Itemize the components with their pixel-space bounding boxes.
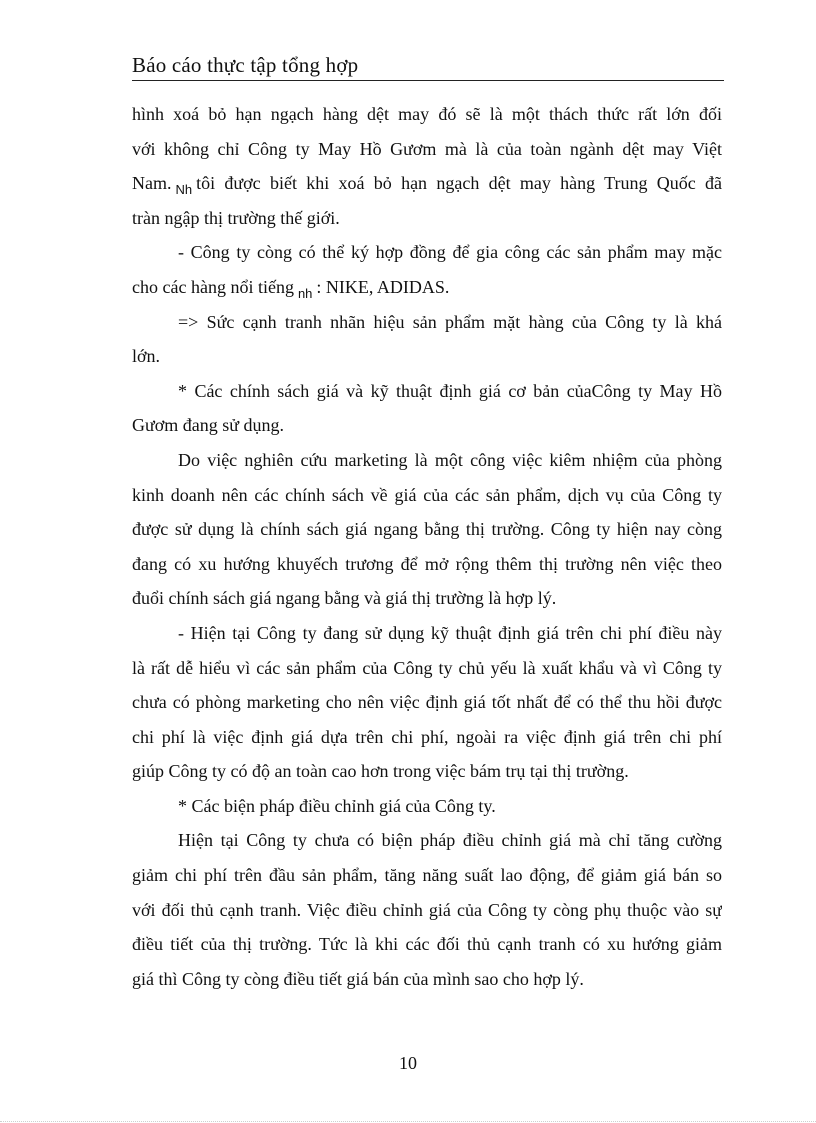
paragraph-1	[132, 97, 722, 235]
text-line: đuổi chính sách giá ngang bằng và giá thị trường là hợp lý.	[132, 588, 557, 609]
text-line: - Công ty còng có thể ký hợp đồng để gia công các sản phẩm may mặc	[178, 242, 722, 263]
text-line: điều tiết của thị trường. Tức là khi các đối thủ cạnh tranh có xu hướng giảm	[132, 934, 722, 955]
text-line: chi phí là việc định giá dựa trên chi phí, ngoài ra việc định giá trên chi phí	[132, 726, 722, 747]
text-line: tràn ngập thị trường thế giới.	[132, 207, 340, 228]
text-line	[132, 270, 722, 305]
text-line: kinh doanh nên các chính sách về giá của các sản phẩm, dịch vụ của Công ty	[132, 484, 722, 505]
text-line: - Hiện tại Công ty đang sử dụng kỹ thuật định giá trên chi phí điều này	[178, 622, 722, 643]
text-line: => Sức cạnh tranh nhãn hiệu sản phẩm mặt hàng của Công ty là khá	[178, 311, 722, 332]
page-header	[132, 50, 724, 81]
paragraph-6	[132, 616, 722, 789]
text-fragment: : NIKE, ADIDAS.	[316, 276, 450, 297]
text-line: giúp Công ty có độ an toàn cao hơn trong việc bám trụ tại thị trường.	[132, 761, 629, 782]
abbreviation-mark: Nh	[175, 182, 193, 198]
document-body	[132, 97, 722, 996]
text-line: * Các biện pháp điều chỉnh giá của Công ty.	[178, 795, 496, 816]
paragraph-5	[132, 443, 722, 616]
text-fragment: cho các hàng nổi tiếng	[132, 276, 294, 297]
header-title: Báo cáo thực tập tổng hợp	[132, 53, 359, 77]
text-line: là rất dễ hiểu vì các sản phẩm của Công ty chủ yếu là xuất khẩu và vì Công ty	[132, 657, 722, 678]
text-line: chưa có phòng marketing cho nên việc định giá tốt nhất để có thể thu hồi được	[132, 692, 722, 713]
paragraph-3	[132, 305, 722, 374]
text-line: * Các chính sách giá và kỹ thuật định giá cơ bản củaCông ty May Hồ	[178, 380, 722, 401]
paragraph-2	[132, 235, 722, 304]
text-line: được sử dụng là chính sách giá ngang bằng thị trường. Công ty hiện nay còng	[132, 519, 722, 540]
text-line: lớn.	[132, 346, 161, 367]
abbreviation-mark: nh	[297, 285, 313, 301]
text-fragment: tôi được biết khi xoá bỏ hạn ngạch dệt may hàng Trung Quốc đã	[196, 173, 722, 194]
page-number: 10	[399, 1053, 417, 1073]
paragraph-4	[132, 374, 722, 443]
text-line: Gươm đang sử dụng.	[132, 415, 285, 436]
paragraph-8	[132, 823, 722, 996]
text-line: với đối thủ cạnh tranh. Việc điều chỉnh giá của Công ty còng phụ thuộc vào sự	[132, 899, 722, 920]
text-line: với không chỉ Công ty May Hồ Gươm mà là của toàn ngành dệt may Việt	[132, 138, 722, 159]
text-line: giảm chi phí trên đầu sản phẩm, tăng năng suất lao động, để giảm giá bán so	[132, 865, 722, 886]
paragraph-7	[132, 789, 722, 824]
text-line: hình xoá bỏ hạn ngạch hàng dệt may đó sẽ là một thách thức rất lớn đối	[132, 104, 722, 124]
text-line: Hiện tại Công ty chưa có biện pháp điều chỉnh giá mà chỉ tăng cường	[178, 830, 722, 851]
page-bottom-divider	[0, 1121, 816, 1122]
text-line: đang có xu hướng khuyếch trương để mở rộng thêm thị trường nên việc theo	[132, 553, 722, 574]
text-line: Do việc nghiên cứu marketing là một công việc kiêm nhiệm của phòng	[178, 449, 722, 470]
text-fragment: Nam.	[132, 173, 172, 194]
text-line	[132, 166, 722, 201]
text-line: giá thì Công ty còng điều tiết giá bán của mình sao cho hợp lý.	[132, 968, 584, 989]
